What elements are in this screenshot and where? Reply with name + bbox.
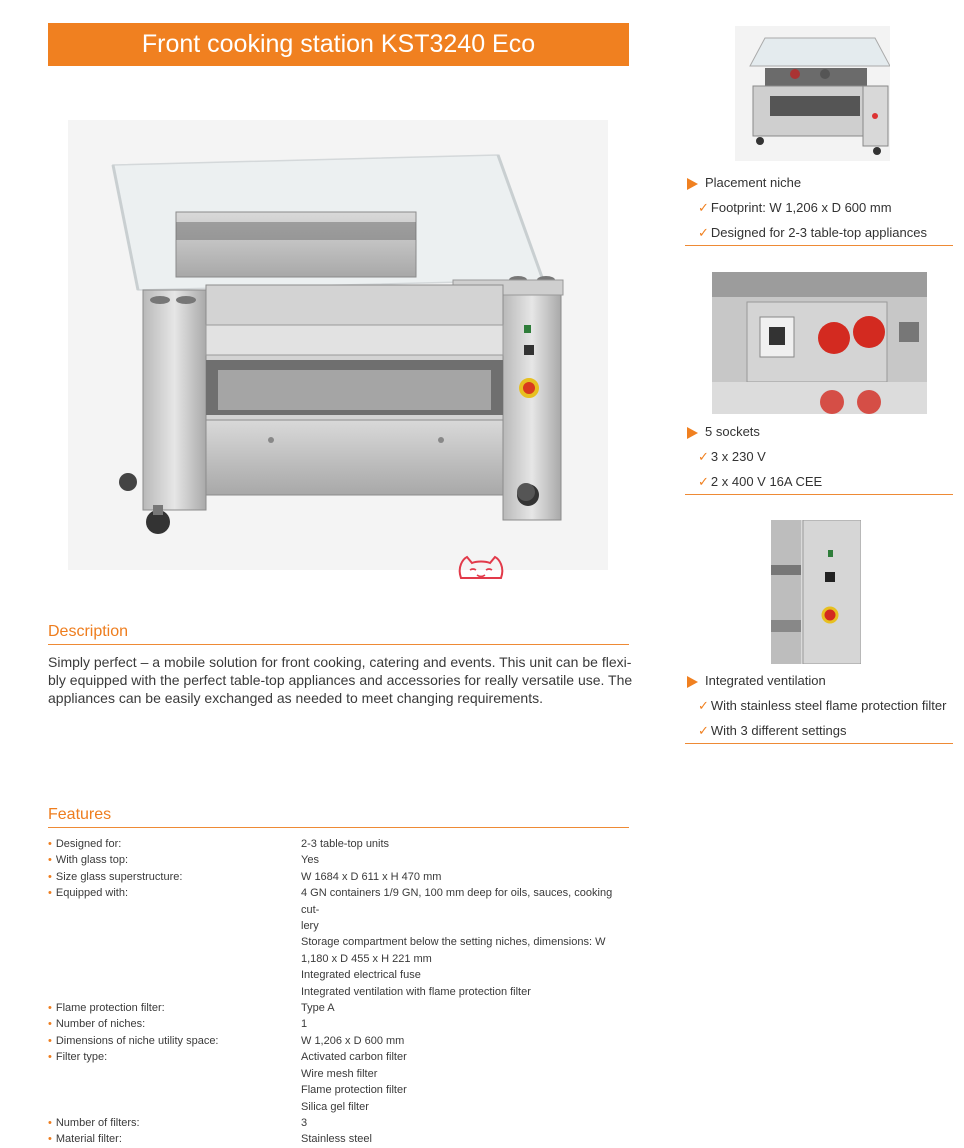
feature-label	[48, 852, 301, 868]
side-block-ventilation	[685, 672, 953, 744]
triangle-bullet-icon	[687, 427, 698, 439]
side-item-text: Footprint: W 1,206 x D 600 mm	[710, 200, 892, 215]
feature-value	[301, 836, 633, 852]
feature-value-line: 1	[301, 1018, 308, 1031]
feature-label	[48, 1000, 301, 1016]
side-item-text: Designed for 2-3 table-top appliances	[710, 225, 927, 240]
bullet-icon: •	[48, 1051, 52, 1064]
bullet-icon: •	[48, 854, 52, 867]
feature-label-text: Number of niches:	[55, 1018, 146, 1031]
page-title: Front cooking station KST3240 Eco	[48, 23, 629, 66]
bullet-icon: •	[48, 1002, 52, 1015]
bullet-icon: •	[48, 1034, 52, 1047]
feature-value-line: Activated carbon filter	[301, 1051, 407, 1064]
feature-label	[48, 1115, 301, 1131]
bullet-icon: •	[48, 1018, 52, 1031]
feature-label	[48, 885, 301, 1000]
cat-logo-icon	[455, 553, 507, 583]
side-item-text: 2 x 400 V 16A CEE	[710, 474, 823, 489]
side-heading-text: Integrated ventilation	[705, 673, 826, 688]
side-item-text: With stainless steel flame protection filter	[710, 698, 947, 713]
description-line: bly equipped with the perfect table-top appliances and accessories for really versatile use. The	[48, 672, 633, 688]
feature-value-line: Wire mesh filter	[301, 1067, 378, 1080]
triangle-bullet-icon	[687, 676, 698, 688]
side-heading-text: 5 sockets	[705, 424, 760, 439]
feature-label-text: Filter type:	[55, 1051, 108, 1064]
feature-label	[48, 836, 301, 852]
side-photo-station	[735, 26, 890, 161]
side-photo-ventilation	[771, 520, 861, 664]
description-line: appliances can be easily exchanged as needed to meet changing requirements.	[48, 690, 543, 706]
feature-value-line: Flame protection filter	[301, 1084, 407, 1097]
feature-label-text: Equipped with:	[55, 887, 129, 900]
bullet-icon: •	[48, 1116, 52, 1129]
features-heading-text: Features	[48, 806, 112, 823]
feature-value-line: 3	[301, 1116, 308, 1129]
feature-row	[48, 1115, 633, 1131]
feature-row	[48, 1000, 633, 1016]
feature-value	[301, 1115, 633, 1131]
feature-row	[48, 852, 633, 868]
feature-value	[301, 1049, 633, 1115]
feature-row	[48, 1016, 633, 1032]
check-icon: ✓	[698, 723, 709, 738]
feature-value-line: W 1,206 x D 600 mm	[301, 1034, 405, 1047]
side-heading	[685, 174, 953, 199]
side-item-text: With 3 different settings	[710, 723, 847, 738]
triangle-bullet-icon	[687, 178, 698, 190]
feature-label	[48, 1049, 301, 1115]
feature-value-line: Silica gel filter	[301, 1100, 369, 1113]
feature-value	[301, 852, 633, 868]
feature-value	[301, 1033, 633, 1049]
feature-value-line: lery	[301, 920, 319, 933]
side-photo-sockets	[712, 272, 927, 414]
check-icon: ✓	[698, 698, 709, 713]
side-heading	[685, 672, 953, 697]
feature-label	[48, 869, 301, 885]
bullet-icon: •	[48, 838, 52, 850]
check-icon: ✓	[698, 200, 709, 215]
feature-label-text: With glass top:	[55, 854, 128, 867]
feature-value-line: W 1684 x D 611 x H 470 mm	[301, 870, 442, 883]
check-icon: ✓	[698, 449, 709, 464]
feature-value-line: Storage compartment below the setting niches, dimensions: W	[301, 936, 606, 949]
feature-label-text: Size glass superstructure:	[55, 870, 183, 883]
feature-row	[48, 885, 633, 1000]
feature-label-text: Number of filters:	[55, 1116, 140, 1129]
feature-value-line: Stainless steel	[301, 1133, 372, 1146]
feature-label-text: Material filter:	[55, 1133, 122, 1146]
check-icon: ✓	[698, 225, 709, 240]
feature-value	[301, 1000, 633, 1016]
feature-value-line: Yes	[301, 854, 319, 867]
feature-value	[301, 1016, 633, 1032]
features-heading	[48, 803, 629, 828]
features-list	[48, 836, 633, 1148]
side-item	[685, 199, 953, 224]
side-block-placement	[685, 174, 953, 246]
feature-value	[301, 885, 633, 1000]
feature-label	[48, 1131, 301, 1147]
product-photo	[68, 120, 608, 570]
feature-row	[48, 1049, 633, 1115]
side-block-sockets	[685, 423, 953, 495]
description-heading-text: Description	[48, 623, 129, 640]
description-heading	[48, 620, 629, 645]
feature-label-text: Dimensions of niche utility space:	[55, 1034, 219, 1047]
feature-value-line: 2-3 table-top units	[301, 838, 390, 850]
bullet-icon: •	[48, 1133, 52, 1146]
feature-value	[301, 869, 633, 885]
feature-row	[48, 869, 633, 885]
side-heading	[685, 423, 953, 448]
feature-value-line: Integrated ventilation with flame protection filter	[301, 985, 531, 998]
check-icon: ✓	[698, 474, 709, 489]
description-text	[48, 653, 633, 707]
feature-value	[301, 1131, 633, 1147]
side-item-text: 3 x 230 V	[710, 449, 766, 464]
side-heading-text: Placement niche	[705, 175, 802, 190]
feature-value-line: Integrated electrical fuse	[301, 969, 421, 982]
feature-value-line: Type A	[301, 1002, 335, 1015]
description-line: Simply perfect – a mobile solution for front cooking, catering and events. This unit can be flexi-	[48, 654, 632, 670]
feature-label	[48, 1033, 301, 1049]
feature-label	[48, 1016, 301, 1032]
feature-value-line: 4 GN containers 1/9 GN, 100 mm deep for oils, sauces, cooking cut-	[301, 887, 613, 916]
side-item	[685, 448, 953, 473]
feature-label-text: Flame protection filter:	[55, 1002, 165, 1015]
feature-label-text: Designed for:	[55, 838, 122, 850]
bullet-icon: •	[48, 887, 52, 900]
feature-row	[48, 836, 633, 852]
feature-row	[48, 1033, 633, 1049]
feature-value-line: 1,180 x D 455 x H 221 mm	[301, 952, 432, 965]
feature-row	[48, 1131, 633, 1147]
bullet-icon: •	[48, 870, 52, 883]
side-item	[685, 697, 953, 722]
